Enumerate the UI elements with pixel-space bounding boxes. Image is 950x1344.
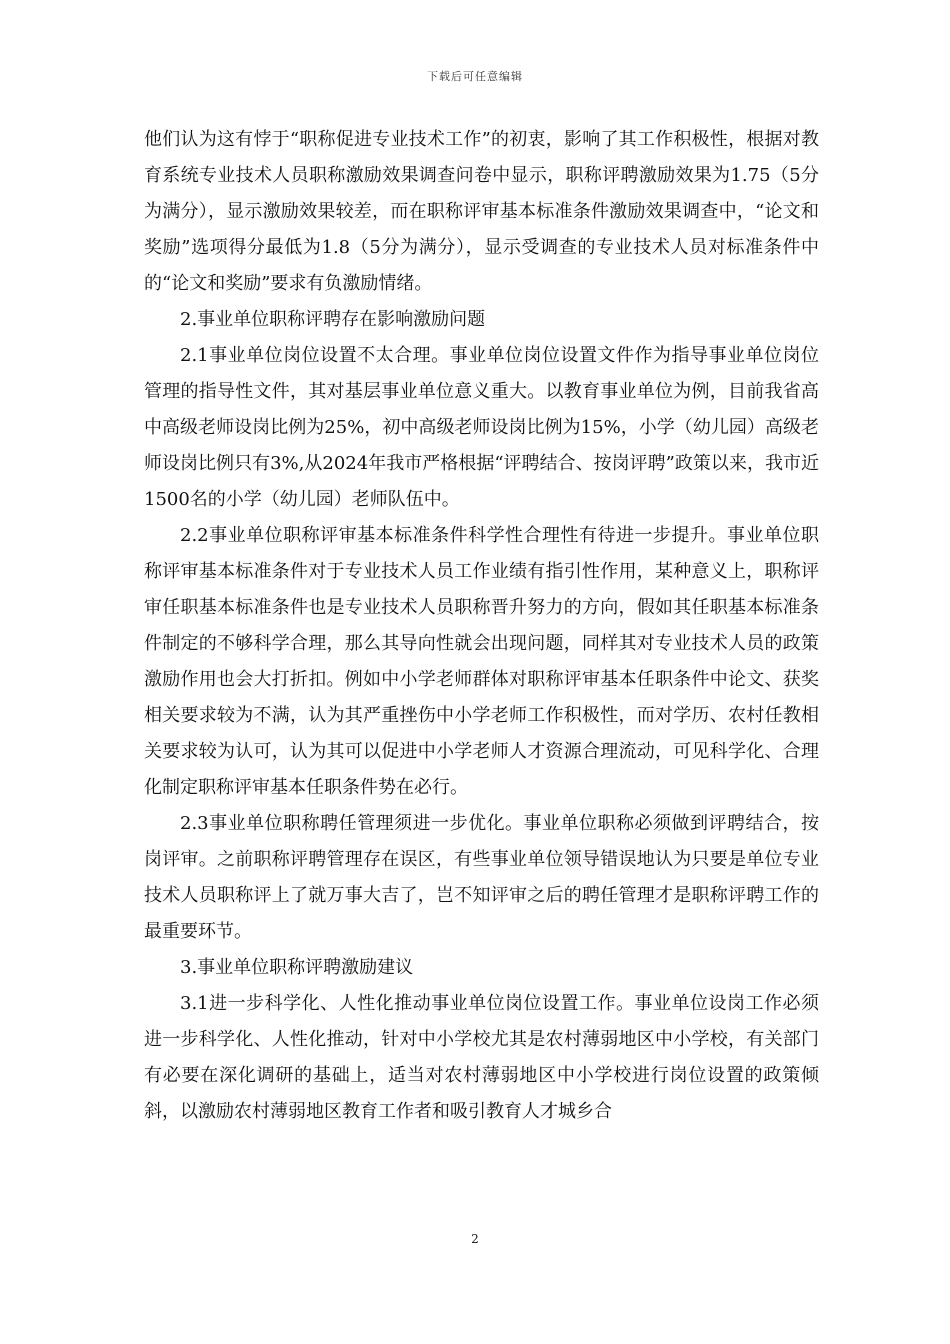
page-header: 下载后可任意编辑: [427, 70, 523, 83]
section-heading-2: 2.事业单位职称评聘存在影响激励问题: [180, 309, 486, 330]
document-body: [144, 122, 819, 1130]
paragraph-2-2: 2.2事业单位职称评审基本标准条件科学性合理性有待进一步提升。事业单位职称评审基本标准条件对于专业技术人员工作业绩有指引性作用，某种意义上，职称评审任职基本标准条件也是专业技术人员职称晋升努力的方向，假如其任职基本标准条件制定的不够科学合理，那么其导向性就会出现问题，同样其对专业技术人员的政策激励作用也会大打折扣。例如中小学老师群体对职称评审基本任职条件中论文、获奖相关要求较为不满，认为其严重挫伤中小学老师工作积极性，而对学历、农村任教相关要求较为认可，认为其可以促进中小学老师人才资源合理流动，可见科学化、合理化制定职称评审基本任职条件势在必行。: [144, 525, 819, 798]
paragraph-1: 他们认为这有悖于“职称促进专业技术工作”的初衷，影响了其工作积极性，根据对教育系统专业技术人员职称激励效果调查问卷中显示，职称评聘激励效果为1.75（5分为满分），显示激励效果较差，而在职称评审基本标准条件激励效果调查中，“论文和奖励”选项得分最低为1.8（5分为满分），显示受调查的专业技术人员对标准条件中的“论文和奖励”要求有负激励情绪。: [144, 129, 819, 294]
paragraph-2-1: 2.1事业单位岗位设置不太合理。事业单位岗位设置文件作为指导事业单位岗位管理的指导性文件，其对基层事业单位意义重大。以教育事业单位为例，目前我省高中高级老师设岗比例为25%，初中高级老师设岗比例为15%，小学（幼儿园）高级老师设岗比例只有3%,从2024年我市严格根据“评聘结合、按岗评聘”政策以来，我市近1500名的小学（幼儿园）老师队伍中。: [144, 345, 819, 510]
page-number: 2: [471, 1232, 479, 1246]
section-heading-3: 3.事业单位职称评聘激励建议: [180, 957, 414, 978]
paragraph-2-3: 2.3事业单位职称聘任管理须进一步优化。事业单位职称必须做到评聘结合，按岗评审。之前职称评聘管理存在误区，有些事业单位领导错误地认为只要是单位专业技术人员职称评上了就万事大吉了，岂不知评审之后的聘任管理才是职称评聘工作的最重要环节。: [144, 813, 819, 942]
paragraph-3-1: 3.1进一步科学化、人性化推动事业单位岗位设置工作。事业单位设岗工作必须进一步科学化、人性化推动，针对中小学校尤其是农村薄弱地区中小学校，有关部门有必要在深化调研的基础上，适当对农村薄弱地区中小学校进行岗位设置的政策倾斜，以激励农村薄弱地区教育工作者和吸引教育人才城乡合: [144, 993, 819, 1122]
